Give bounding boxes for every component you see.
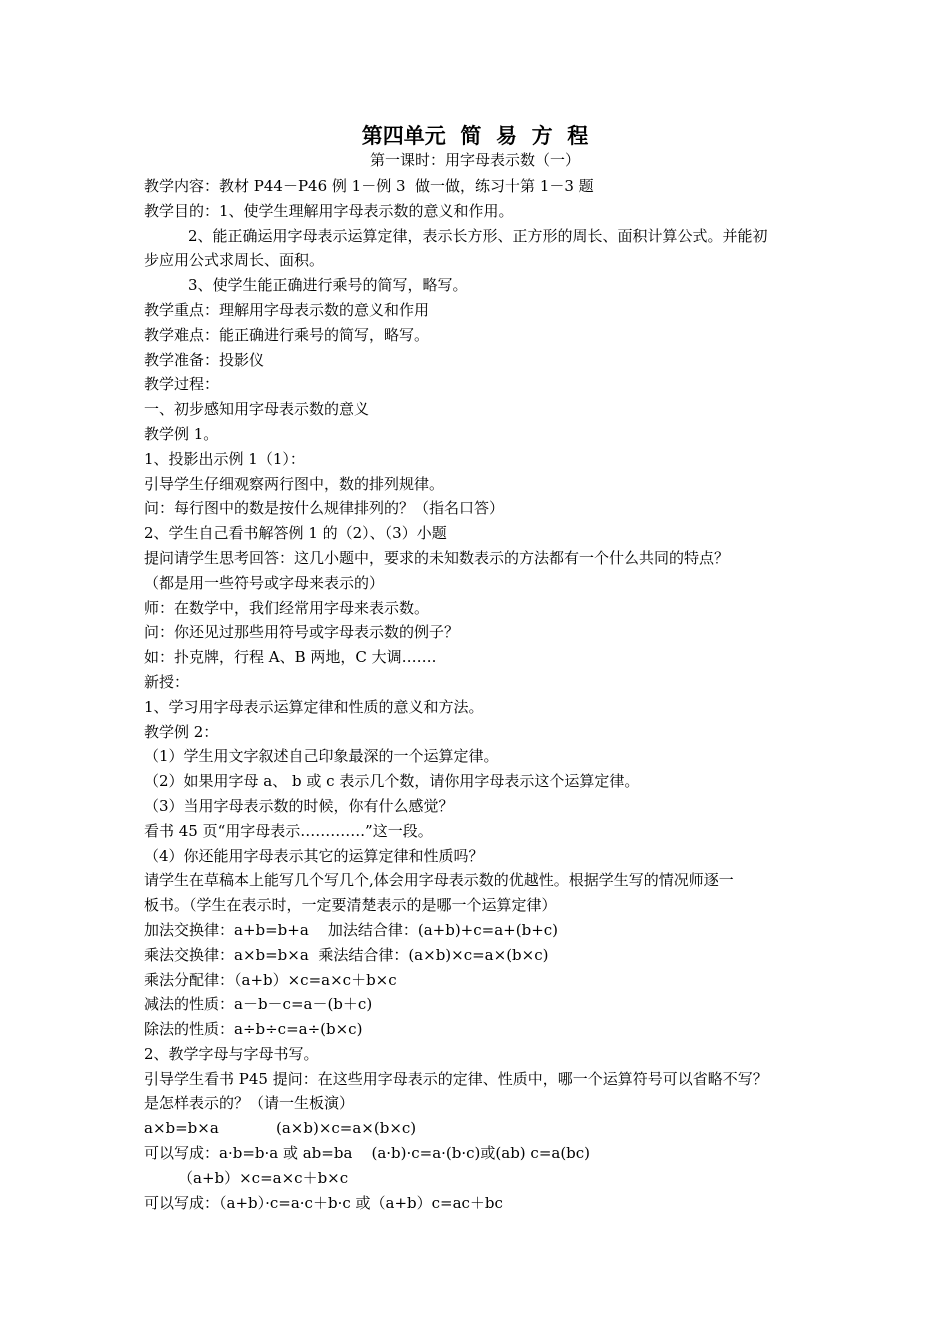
formula-line: 可以写成：a·b=b·a 或 ab=ba (a·b)·c=a·(b·c)或(ab) c=a(bc) [144,1144,591,1163]
lesson-subtitle: 第一课时：用字母表示数（一） [369,151,580,169]
text-line: 1、学习用字母表示运算定律和性质的意义和方法。 [144,697,484,716]
text-line: 2、教学字母与字母书写。 [144,1044,319,1063]
text-line: （1）学生用文字叙述自己印象最深的一个运算定律。 [144,747,499,766]
text-line: 教学目的：1、使学生理解用字母表示数的意义和作用。 [144,201,514,220]
text-line: 请学生在草稿本上能写几个写几个,体会用字母表示数的优越性。根据学生写的情况师逐一 [144,871,734,890]
text-line: 教学重点：理解用字母表示数的意义和作用 [144,300,430,319]
text-line: 1、投影出示例 1（1）： [144,449,305,468]
text-line: 教学准备：投影仪 [144,350,265,369]
formula-line: 乘法交换律：a×b=b×a 乘法结合律：(a×b)×c=a×(b×c) [144,945,549,964]
document-title: 第四单元 简 易 方 程 [361,123,589,148]
text-line: 步应用公式求周长、面积。 [144,251,325,270]
text-line: 教学例 1。 [144,424,219,443]
text-line: 2、能正确运用字母表示运算定律，表示长方形、正方形的周长、面积计算公式。并能初 [188,226,768,245]
text-line: （3）当用字母表示数的时候，你有什么感觉？ [144,796,454,815]
text-line: 问：每行图中的数是按什么规律排列的？（指名口答） [144,499,505,518]
text-line: （2）如果用字母 a、 b 或 c 表示几个数，请你用字母表示这个运算定律。 [144,772,640,791]
formula-line: 减法的性质：a－b－c=a－(b＋c) [144,995,373,1014]
formula-line: 乘法分配律：（a+b）×c=a×c＋b×c [144,970,397,989]
section-heading: 一、初步感知用字母表示数的意义 [144,400,370,419]
text-line: 教学过程： [144,375,220,394]
document-body [144,174,816,1215]
text-line: 教学难点：能正确进行乘号的简写，略写。 [144,325,430,344]
text-line: 问：你还见过那些用符号或字母表示数的例子？ [144,623,460,642]
text-line: 2、学生自己看书解答例 1 的（2）、（3）小题 [144,524,447,543]
text-line: 引导学生看书 P45 提问：在这些用字母表示的定律、性质中，哪一个运算符号可以省略不写？ [144,1069,768,1088]
formula-line: 加法交换律：a+b=b+a 加法结合律：(a+b)+c=a+(b+c) [144,920,559,939]
text-line: 看书 45 页“用字母表示………….”这一段。 [144,821,433,840]
text-line: 是怎样表示的？（请一生板演） [144,1094,355,1113]
text-line: 师：在数学中，我们经常用字母来表示数。 [144,598,430,617]
text-line: 引导学生仔细观察两行图中，数的排列规律。 [144,474,445,493]
text-line: （4）你还能用字母表示其它的运算定律和性质吗？ [144,846,484,865]
formula-line: 除法的性质：a÷b÷c=a÷(b×c) [144,1020,363,1039]
text-line: 教学例 2： [144,722,219,741]
formula-line: a×b=b×a (a×b)×c=a×(b×c) [144,1119,417,1138]
text-line: （都是用一些符号或字母来表示的） [144,573,385,592]
text-line: 3、使学生能正确进行乘号的简写，略写。 [188,276,468,295]
text-line: 板书。（学生在表示时，一定要清楚表示的是哪一个运算定律） [144,896,557,915]
formula-line: （a+b）×c=a×c＋b×c [178,1168,349,1187]
section-heading: 新授： [144,672,190,691]
text-line: 提问请学生思考回答：这几小题中，要求的未知数表示的方法都有一个什么共同的特点？ [144,548,730,567]
formula-line: 可以写成：（a+b）·c=a·c＋b·c 或（a+b）c=ac＋bc [144,1193,503,1212]
text-line: 如：扑克牌，行程 A、B 两地，C 大调……. [144,648,437,667]
text-line: 教学内容：教材 P44－P46 例 1－例 3 做一做，练习十第 1－3 题 [144,177,594,195]
